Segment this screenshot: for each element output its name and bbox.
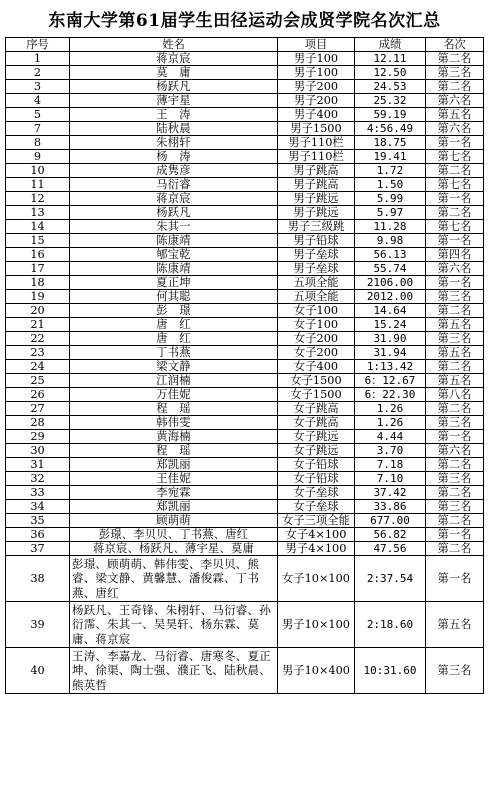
table-row: [6, 416, 484, 430]
table-row: [6, 220, 484, 234]
score-value: 31.94: [355, 346, 426, 360]
table-row: [6, 248, 484, 262]
event-name: 男子跳远: [278, 192, 355, 206]
rank-value: 第七名: [426, 150, 484, 164]
athlete-name: 郑凯丽: [70, 500, 278, 514]
rank-value: 第一名: [426, 234, 484, 248]
rank-value: 第六名: [426, 94, 484, 108]
table-row: [6, 108, 484, 122]
event-name: 女子铅球: [278, 458, 355, 472]
event-name: 男子100: [278, 66, 355, 80]
event-name: 男子10×100: [278, 602, 355, 648]
rank-value: 第一名: [426, 136, 484, 150]
athlete-name: 彭 璟: [70, 304, 278, 318]
table-row: [6, 388, 484, 402]
table-row: [6, 402, 484, 416]
score-value: 4:56.49: [355, 122, 426, 136]
table-header: [6, 38, 484, 52]
score-value: 56.82: [355, 528, 426, 542]
table-row: [6, 318, 484, 332]
score-value: 47.56: [355, 542, 426, 556]
table-row: [6, 500, 484, 514]
score-value: 6：12.67: [355, 374, 426, 388]
athlete-name: 唐 红: [70, 332, 278, 346]
row-number: 29: [6, 430, 70, 444]
table-row: [6, 94, 484, 108]
score-value: 55.74: [355, 262, 426, 276]
row-number: 36: [6, 528, 70, 542]
event-name: 女子1500: [278, 388, 355, 402]
table-row: [6, 136, 484, 150]
table-row: [6, 374, 484, 388]
rank-value: 第二名: [426, 80, 484, 94]
row-number: 3: [6, 80, 70, 94]
header-row: [6, 38, 484, 52]
athlete-name: 顾萌萌: [70, 514, 278, 528]
rank-value: 第二名: [426, 514, 484, 528]
rank-value: 第三名: [426, 290, 484, 304]
athlete-name: 陆秋晨: [70, 122, 278, 136]
row-number: 22: [6, 332, 70, 346]
table-row: [6, 178, 484, 192]
rank-value: 第三名: [426, 66, 484, 80]
score-value: 9.98: [355, 234, 426, 248]
rank-value: 第一名: [426, 556, 484, 602]
table-row: [6, 528, 484, 542]
relay-row: [6, 648, 484, 694]
header-no: 序号: [6, 38, 70, 52]
event-name: 女子跳远: [278, 430, 355, 444]
rank-value: 第八名: [426, 388, 484, 402]
score-value: 7.18: [355, 458, 426, 472]
event-name: 男子110栏: [278, 136, 355, 150]
table-row: [6, 360, 484, 374]
row-number: 24: [6, 360, 70, 374]
score-value: 12.11: [355, 52, 426, 66]
event-name: 男子三级跳: [278, 220, 355, 234]
event-name: 男子100: [278, 52, 355, 66]
score-value: 6：22.30: [355, 388, 426, 402]
row-number: 31: [6, 458, 70, 472]
row-number: 17: [6, 262, 70, 276]
score-value: 677.00: [355, 514, 426, 528]
rank-value: 第二名: [426, 458, 484, 472]
rank-value: 第三名: [426, 416, 484, 430]
event-name: 女子跳远: [278, 444, 355, 458]
rank-value: 第一名: [426, 430, 484, 444]
athlete-name: 彭璟、顾萌萌、韩伟雯、李贝贝、熊睿、梁文静、黄馨慧、潘俊霖、丁书燕、唐红: [70, 556, 278, 602]
rank-value: 第六名: [426, 444, 484, 458]
rank-value: 第二名: [426, 52, 484, 66]
athlete-name: 王佳妮: [70, 472, 278, 486]
score-value: 1.26: [355, 402, 426, 416]
event-name: 女子100: [278, 304, 355, 318]
score-value: 1.50: [355, 178, 426, 192]
athlete-name: 杨跃凡、王奇锋、朱栩轩、马衍睿、孙衍霈、朱其一、吴昊轩、杨东霖、莫庸、蒋京宸: [70, 602, 278, 648]
athlete-name: 王涛、李嘉龙、马衍睿、唐寒冬、夏正坤、徐渠、陶士强、濮正飞、陆秋晨、熊英哲: [70, 648, 278, 694]
row-number: 16: [6, 248, 70, 262]
row-number: 7: [6, 122, 70, 136]
athlete-name: 彭璟、李贝贝、丁书燕、唐红: [70, 528, 278, 542]
table-row: [6, 150, 484, 164]
event-name: 女子跳高: [278, 416, 355, 430]
event-name: 男子110栏: [278, 150, 355, 164]
row-number: 30: [6, 444, 70, 458]
score-value: 33.86: [355, 500, 426, 514]
athlete-name: 莫 庸: [70, 66, 278, 80]
row-number: 4: [6, 94, 70, 108]
event-name: 女子100: [278, 318, 355, 332]
rank-value: 第七名: [426, 220, 484, 234]
score-value: 24.53: [355, 80, 426, 94]
row-number: 9: [6, 150, 70, 164]
athlete-name: 郑凯丽: [70, 458, 278, 472]
athlete-name: 杨跃凡: [70, 80, 278, 94]
athlete-name: 程 瑶: [70, 402, 278, 416]
event-name: 男子垒球: [278, 262, 355, 276]
athlete-name: 程 瑶: [70, 444, 278, 458]
score-value: 1.26: [355, 416, 426, 430]
athlete-name: 丁书燕: [70, 346, 278, 360]
rank-value: 第一名: [426, 276, 484, 290]
rank-value: 第一名: [426, 528, 484, 542]
event-name: 男子400: [278, 108, 355, 122]
row-number: 28: [6, 416, 70, 430]
table-row: [6, 486, 484, 500]
athlete-name: 夏正坤: [70, 276, 278, 290]
row-number: 38: [6, 556, 70, 602]
athlete-name: 王 涛: [70, 108, 278, 122]
rank-value: 第三名: [426, 332, 484, 346]
table-row: [6, 430, 484, 444]
score-value: 10:31.60: [355, 648, 426, 694]
score-value: 12.50: [355, 66, 426, 80]
table-row: [6, 304, 484, 318]
row-number: 19: [6, 290, 70, 304]
score-value: 11.28: [355, 220, 426, 234]
table-body: [6, 52, 484, 694]
athlete-name: 郇宝乾: [70, 248, 278, 262]
event-name: 女子跳高: [278, 402, 355, 416]
event-name: 男子垒球: [278, 248, 355, 262]
athlete-name: 李宛霖: [70, 486, 278, 500]
relay-row: [6, 556, 484, 602]
rank-value: 第三名: [426, 472, 484, 486]
page-title: 东南大学第61届学生田径运动会成贤学院名次汇总: [48, 11, 441, 31]
rank-value: 第二名: [426, 206, 484, 220]
score-value: 59.19: [355, 108, 426, 122]
table-row: [6, 164, 484, 178]
table-row: [6, 514, 484, 528]
row-number: 20: [6, 304, 70, 318]
rank-value: 第二名: [426, 542, 484, 556]
table-row: [6, 52, 484, 66]
header-score: 成绩: [355, 38, 426, 52]
row-number: 2: [6, 66, 70, 80]
event-name: 女子垒球: [278, 500, 355, 514]
event-name: 女子垒球: [278, 486, 355, 500]
rank-value: 第六名: [426, 262, 484, 276]
score-value: 2:37.54: [355, 556, 426, 602]
athlete-name: 陈康靖: [70, 262, 278, 276]
row-number: 14: [6, 220, 70, 234]
score-value: 4.44: [355, 430, 426, 444]
table-row: [6, 234, 484, 248]
row-number: 1: [6, 52, 70, 66]
event-name: 男子200: [278, 80, 355, 94]
athlete-name: 梁文静: [70, 360, 278, 374]
table-row: [6, 206, 484, 220]
event-name: 男子跳远: [278, 206, 355, 220]
row-number: 40: [6, 648, 70, 694]
row-number: 27: [6, 402, 70, 416]
athlete-name: 何其聪: [70, 290, 278, 304]
table-row: [6, 290, 484, 304]
event-name: 男子4×100: [278, 542, 355, 556]
row-number: 32: [6, 472, 70, 486]
score-value: 2106.00: [355, 276, 426, 290]
event-name: 女子铅球: [278, 472, 355, 486]
athlete-name: 唐 红: [70, 318, 278, 332]
rank-value: 第二名: [426, 164, 484, 178]
athlete-name: 黄海楠: [70, 430, 278, 444]
rank-value: 第二名: [426, 486, 484, 500]
event-name: 女子200: [278, 332, 355, 346]
table-row: [6, 472, 484, 486]
athlete-name: 蒋京宸: [70, 52, 278, 66]
row-number: 37: [6, 542, 70, 556]
relay-row: [6, 602, 484, 648]
results-table: [5, 37, 484, 694]
row-number: 10: [6, 164, 70, 178]
athlete-name: 江润楠: [70, 374, 278, 388]
row-number: 8: [6, 136, 70, 150]
event-name: 男子10×400: [278, 648, 355, 694]
row-number: 11: [6, 178, 70, 192]
athlete-name: 成隽彦: [70, 164, 278, 178]
row-number: 39: [6, 602, 70, 648]
rank-value: 第三名: [426, 500, 484, 514]
header-rank: 名次: [426, 38, 484, 52]
event-name: 男子1500: [278, 122, 355, 136]
event-name: 五项全能: [278, 290, 355, 304]
score-value: 14.64: [355, 304, 426, 318]
table-row: [6, 66, 484, 80]
rank-value: 第二名: [426, 402, 484, 416]
rank-value: 第五名: [426, 374, 484, 388]
athlete-name: 朱栩轩: [70, 136, 278, 150]
header-event: 项目: [278, 38, 355, 52]
event-name: 男子200: [278, 94, 355, 108]
rank-value: 第六名: [426, 122, 484, 136]
score-value: 7.10: [355, 472, 426, 486]
row-number: 23: [6, 346, 70, 360]
score-value: 15.24: [355, 318, 426, 332]
row-number: 21: [6, 318, 70, 332]
rank-value: 第五名: [426, 318, 484, 332]
row-number: 34: [6, 500, 70, 514]
row-number: 25: [6, 374, 70, 388]
rank-value: 第五名: [426, 346, 484, 360]
event-name: 女子三项全能: [278, 514, 355, 528]
row-number: 33: [6, 486, 70, 500]
athlete-name: 杨跃凡: [70, 206, 278, 220]
athlete-name: 朱其一: [70, 220, 278, 234]
rank-value: 第三名: [426, 648, 484, 694]
table-row: [6, 444, 484, 458]
header-name: 姓名: [70, 38, 278, 52]
athlete-name: 陈康靖: [70, 234, 278, 248]
table-row: [6, 332, 484, 346]
athlete-name: 薄宇星: [70, 94, 278, 108]
row-number: 13: [6, 206, 70, 220]
row-number: 26: [6, 388, 70, 402]
table-row: [6, 262, 484, 276]
row-number: 15: [6, 234, 70, 248]
athlete-name: 蒋京宸、杨跃凡、薄宇星、莫庸: [70, 542, 278, 556]
table-row: [6, 458, 484, 472]
athlete-name: 杨 涛: [70, 150, 278, 164]
score-value: 37.42: [355, 486, 426, 500]
score-value: 5.99: [355, 192, 426, 206]
score-value: 1.72: [355, 164, 426, 178]
table-row: [6, 346, 484, 360]
score-value: 19.41: [355, 150, 426, 164]
athlete-name: 韩伟雯: [70, 416, 278, 430]
row-number: 18: [6, 276, 70, 290]
rank-value: 第二名: [426, 304, 484, 318]
score-value: 25.32: [355, 94, 426, 108]
event-name: 男子跳高: [278, 164, 355, 178]
athlete-name: 万佳妮: [70, 388, 278, 402]
score-value: 2012.00: [355, 290, 426, 304]
rank-value: 第四名: [426, 248, 484, 262]
score-value: 3.70: [355, 444, 426, 458]
rank-value: 第二名: [426, 360, 484, 374]
rank-value: 第五名: [426, 108, 484, 122]
table-row: [6, 542, 484, 556]
score-value: 31.90: [355, 332, 426, 346]
rank-value: 第五名: [426, 602, 484, 648]
event-name: 男子跳高: [278, 178, 355, 192]
score-value: 18.75: [355, 136, 426, 150]
table-row: [6, 192, 484, 206]
score-value: 5.97: [355, 206, 426, 220]
event-name: 男子铅球: [278, 234, 355, 248]
event-name: 女子10×100: [278, 556, 355, 602]
row-number: 5: [6, 108, 70, 122]
event-name: 女子1500: [278, 374, 355, 388]
table-row: [6, 276, 484, 290]
score-value: 56.13: [355, 248, 426, 262]
athlete-name: 马衍睿: [70, 178, 278, 192]
event-name: 女子4×100: [278, 528, 355, 542]
event-name: 女子400: [278, 360, 355, 374]
table-row: [6, 122, 484, 136]
score-value: 1:13.42: [355, 360, 426, 374]
row-number: 35: [6, 514, 70, 528]
score-value: 2:18.60: [355, 602, 426, 648]
athlete-name: 蒋京宸: [70, 192, 278, 206]
table-row: [6, 80, 484, 94]
rank-value: 第七名: [426, 178, 484, 192]
rank-value: 第一名: [426, 192, 484, 206]
event-name: 女子200: [278, 346, 355, 360]
event-name: 五项全能: [278, 276, 355, 290]
row-number: 12: [6, 192, 70, 206]
